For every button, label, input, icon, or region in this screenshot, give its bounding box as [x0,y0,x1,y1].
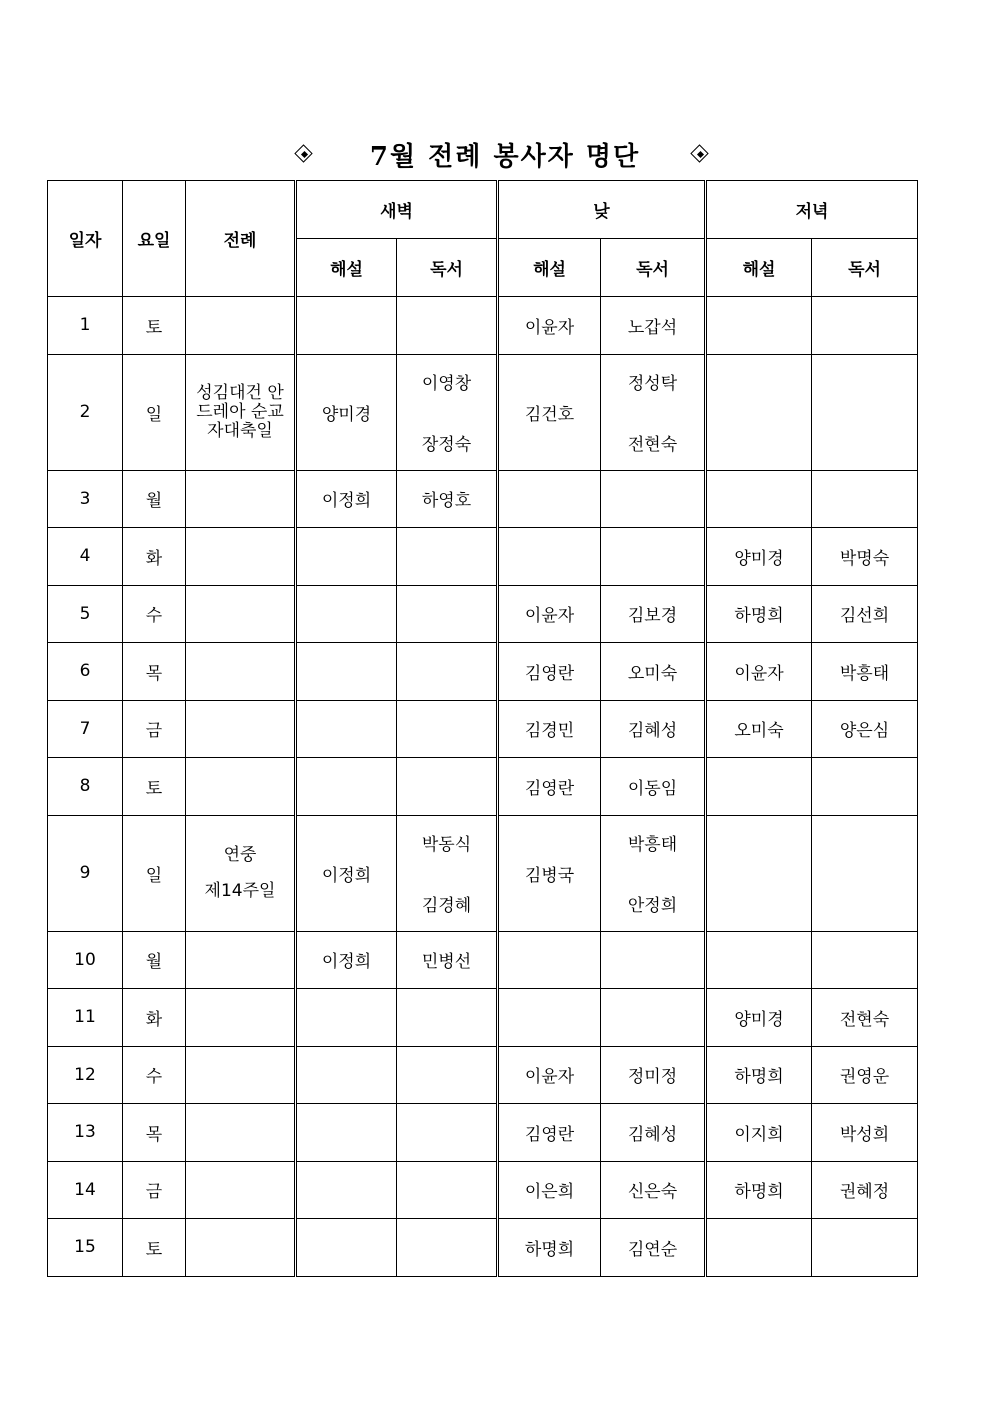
cell-evening-reading: 양은심 [812,700,918,758]
cell-day-commentary: 김건호 [498,354,601,470]
cell-liturgy [186,815,296,931]
cell-weekday: 수 [123,1046,186,1104]
cell-evening-commentary [706,1219,812,1277]
cell-day-commentary: 김경민 [498,700,601,758]
header-evening-reading: 독서 [812,239,918,297]
cell-day-commentary [498,989,601,1047]
cell-day-commentary: 이윤자 [498,1046,601,1104]
cell-evening-reading [812,297,918,355]
table-row [48,1104,918,1162]
cell-weekday: 목 [123,1104,186,1162]
reader-2: 안정희 [627,896,678,916]
table-row [48,1161,918,1219]
cell-dawn-reading [397,815,498,931]
page-title: 7월 전례 봉사자 명단 [369,142,641,172]
header-evening-commentary: 해설 [706,239,812,297]
liturgy-line-2: 제14주일 [204,881,276,901]
cell-date: 3 [48,470,123,528]
cell-evening-reading: 박성희 [812,1104,918,1162]
cell-day-commentary [498,528,601,586]
cell-liturgy [186,700,296,758]
cell-dawn-commentary [296,1046,397,1104]
cell-dawn-commentary: 이정희 [296,470,397,528]
cell-evening-reading: 박흥태 [812,643,918,701]
header-liturgy: 전례 [186,181,296,297]
cell-evening-reading [812,1219,918,1277]
cell-liturgy [186,1161,296,1219]
cell-day-reading [601,815,706,931]
cell-date: 7 [48,700,123,758]
table-row [48,1219,918,1277]
cell-liturgy [186,470,296,528]
cell-day-reading [601,470,706,528]
cell-evening-commentary: 이지희 [706,1104,812,1162]
cell-evening-commentary [706,815,812,931]
cell-dawn-reading [397,643,498,701]
cell-weekday: 화 [123,528,186,586]
cell-day-reading [601,931,706,989]
cell-dawn-commentary [296,585,397,643]
header-day-reading: 독서 [601,239,706,297]
cell-day-reading: 정미정 [601,1046,706,1104]
cell-evening-commentary [706,470,812,528]
cell-liturgy [186,585,296,643]
cell-day-reading: 노갑석 [601,297,706,355]
table-row [48,931,918,989]
cell-dawn-reading [397,1219,498,1277]
cell-dawn-commentary [296,643,397,701]
cell-weekday: 일 [123,815,186,931]
cell-liturgy [186,643,296,701]
cell-day-reading: 신은숙 [601,1161,706,1219]
roster-table [47,180,918,1277]
cell-liturgy [186,989,296,1047]
cell-evening-commentary: 하명희 [706,1161,812,1219]
cell-day-commentary [498,931,601,989]
cell-dawn-reading [397,297,498,355]
cell-date: 11 [48,989,123,1047]
diamond-ornament-icon [296,146,312,162]
table-row [48,989,918,1047]
cell-day-commentary: 김영란 [498,643,601,701]
cell-liturgy [186,297,296,355]
header-dawn-reading: 독서 [397,239,498,297]
cell-liturgy [186,1219,296,1277]
cell-date: 2 [48,354,123,470]
cell-dawn-commentary [296,989,397,1047]
header-evening: 저녁 [706,181,918,239]
cell-dawn-reading [397,585,498,643]
cell-evening-reading [812,354,918,470]
cell-weekday: 토 [123,1219,186,1277]
header-date: 일자 [48,181,123,297]
table-row [48,758,918,816]
cell-weekday: 금 [123,700,186,758]
cell-dawn-reading [397,758,498,816]
header-dawn: 새벽 [296,181,498,239]
cell-day-reading: 김혜성 [601,700,706,758]
cell-day-commentary: 이은희 [498,1161,601,1219]
cell-dawn-reading [397,989,498,1047]
cell-liturgy [186,528,296,586]
cell-date: 14 [48,1161,123,1219]
cell-weekday: 목 [123,643,186,701]
cell-date: 1 [48,297,123,355]
cell-dawn-commentary [296,528,397,586]
header-weekday: 요일 [123,181,186,297]
cell-day-reading: 오미숙 [601,643,706,701]
cell-day-reading: 김보경 [601,585,706,643]
cell-evening-commentary: 양미경 [706,989,812,1047]
table-row [48,815,918,931]
liturgy-line-1: 연중 [223,845,257,865]
header-day: 낮 [498,181,706,239]
cell-day-commentary: 하명희 [498,1219,601,1277]
cell-date: 12 [48,1046,123,1104]
table-row [48,528,918,586]
cell-date: 5 [48,585,123,643]
table-row [48,354,918,470]
cell-day-reading [601,528,706,586]
cell-weekday: 토 [123,297,186,355]
liturgy-text: 성김대건 안드레아 순교자대축일 [196,382,284,441]
cell-dawn-reading [397,700,498,758]
cell-evening-reading [812,470,918,528]
header-day-commentary: 해설 [498,239,601,297]
cell-day-reading [601,354,706,470]
cell-day-reading: 김혜성 [601,1104,706,1162]
cell-evening-reading: 전현숙 [812,989,918,1047]
cell-evening-reading [812,758,918,816]
cell-weekday: 월 [123,931,186,989]
cell-day-reading [601,989,706,1047]
reader-2: 김경혜 [421,896,472,916]
cell-evening-reading: 박명숙 [812,528,918,586]
cell-date: 4 [48,528,123,586]
cell-dawn-reading [397,354,498,470]
cell-evening-commentary: 하명희 [706,1046,812,1104]
cell-date: 13 [48,1104,123,1162]
cell-date: 9 [48,815,123,931]
cell-dawn-commentary: 이정희 [296,931,397,989]
cell-evening-commentary: 오미숙 [706,700,812,758]
cell-weekday: 일 [123,354,186,470]
cell-evening-reading: 권혜정 [812,1161,918,1219]
cell-dawn-commentary [296,1161,397,1219]
cell-evening-commentary: 양미경 [706,528,812,586]
cell-evening-commentary [706,297,812,355]
table-row [48,643,918,701]
cell-day-reading: 이동임 [601,758,706,816]
reader-2: 장정숙 [421,435,472,455]
reader-1: 박흥태 [627,835,678,855]
cell-evening-reading: 김선희 [812,585,918,643]
cell-evening-commentary: 이윤자 [706,643,812,701]
cell-dawn-reading: 하영호 [397,470,498,528]
cell-evening-commentary: 하명희 [706,585,812,643]
cell-day-commentary [498,470,601,528]
header-dawn-commentary: 해설 [296,239,397,297]
table-row [48,585,918,643]
cell-day-commentary: 김영란 [498,758,601,816]
cell-dawn-commentary: 이정희 [296,815,397,931]
cell-liturgy [186,1046,296,1104]
cell-liturgy [186,758,296,816]
table-row [48,1046,918,1104]
cell-dawn-commentary [296,1104,397,1162]
cell-date: 10 [48,931,123,989]
cell-day-commentary: 김영란 [498,1104,601,1162]
cell-evening-reading [812,815,918,931]
cell-evening-commentary [706,931,812,989]
cell-dawn-commentary [296,758,397,816]
reader-1: 이영창 [421,374,472,394]
cell-evening-reading [812,931,918,989]
cell-dawn-reading [397,528,498,586]
cell-evening-reading: 권영운 [812,1046,918,1104]
cell-weekday: 월 [123,470,186,528]
cell-day-commentary: 김병국 [498,815,601,931]
cell-weekday: 토 [123,758,186,816]
cell-evening-commentary [706,354,812,470]
diamond-ornament-icon [692,146,708,162]
table-row [48,700,918,758]
cell-dawn-reading: 민병선 [397,931,498,989]
reader-2: 전현숙 [627,435,678,455]
cell-dawn-commentary [296,1219,397,1277]
cell-dawn-commentary [296,700,397,758]
cell-weekday: 화 [123,989,186,1047]
title-row [0,134,992,174]
cell-liturgy [186,931,296,989]
cell-dawn-reading [397,1104,498,1162]
reader-1: 박동식 [421,835,472,855]
cell-dawn-commentary: 양미경 [296,354,397,470]
table-row [48,470,918,528]
cell-dawn-commentary [296,297,397,355]
cell-date: 6 [48,643,123,701]
cell-weekday: 수 [123,585,186,643]
table-row [48,297,918,355]
cell-date: 15 [48,1219,123,1277]
cell-dawn-reading [397,1046,498,1104]
reader-1: 정성탁 [627,374,678,394]
cell-dawn-reading [397,1161,498,1219]
cell-evening-commentary [706,758,812,816]
cell-day-commentary: 이윤자 [498,297,601,355]
cell-liturgy [186,1104,296,1162]
cell-weekday: 금 [123,1161,186,1219]
cell-day-commentary: 이윤자 [498,585,601,643]
cell-date: 8 [48,758,123,816]
cell-liturgy [186,354,296,470]
cell-day-reading: 김연순 [601,1219,706,1277]
